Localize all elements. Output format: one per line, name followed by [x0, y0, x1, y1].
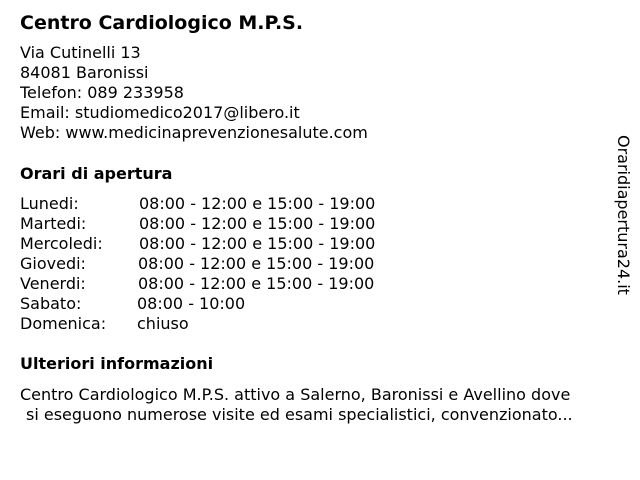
- more-info-heading: Ulteriori informazioni: [20, 354, 214, 373]
- email-address: Email: studiomedico2017@libero.it: [20, 103, 300, 122]
- street-address: Via Cutinelli 13: [20, 43, 141, 62]
- day-label: Lunedi:: [20, 194, 79, 213]
- time-value: 08:00 - 12:00 e 15:00 - 19:00: [138, 274, 375, 293]
- day-label: Sabato:: [20, 294, 82, 313]
- day-label: Martedi:: [20, 214, 87, 233]
- day-label: Venerdi:: [20, 274, 86, 293]
- time-value: 08:00 - 12:00 e 15:00 - 19:00: [139, 214, 376, 233]
- opening-hours-heading: Orari di apertura: [20, 164, 173, 183]
- watermark-text: Oraridiapertura24.it: [614, 135, 633, 295]
- website-address: Web: www.medicinaprevenzionesalute.com: [20, 123, 368, 142]
- day-label: Domenica:: [20, 314, 107, 333]
- city-address: 84081 Baronissi: [20, 63, 149, 82]
- time-value: 08:00 - 12:00 e 15:00 - 19:00: [138, 254, 375, 273]
- time-value: chiuso: [137, 314, 189, 333]
- description-line: si eseguono numerose visite ed esami specialistici, convenzionato...: [26, 405, 573, 424]
- description-line: Centro Cardiologico M.P.S. attivo a Salerno, Baronissi e Avellino dove: [20, 385, 571, 404]
- page-title: Centro Cardiologico M.P.S.: [20, 12, 304, 34]
- more-info-description: [20, 385, 628, 425]
- time-value: 08:00 - 10:00: [137, 294, 246, 313]
- time-value: 08:00 - 12:00 e 15:00 - 19:00: [139, 234, 376, 253]
- site-watermark: [613, 135, 633, 313]
- phone-number: Telefon: 089 233958: [20, 83, 184, 102]
- day-label: Giovedi:: [20, 254, 86, 273]
- contact-block: [20, 43, 368, 143]
- time-value: 08:00 - 12:00 e 15:00 - 19:00: [139, 194, 376, 213]
- day-label: Mercoledi:: [20, 234, 103, 253]
